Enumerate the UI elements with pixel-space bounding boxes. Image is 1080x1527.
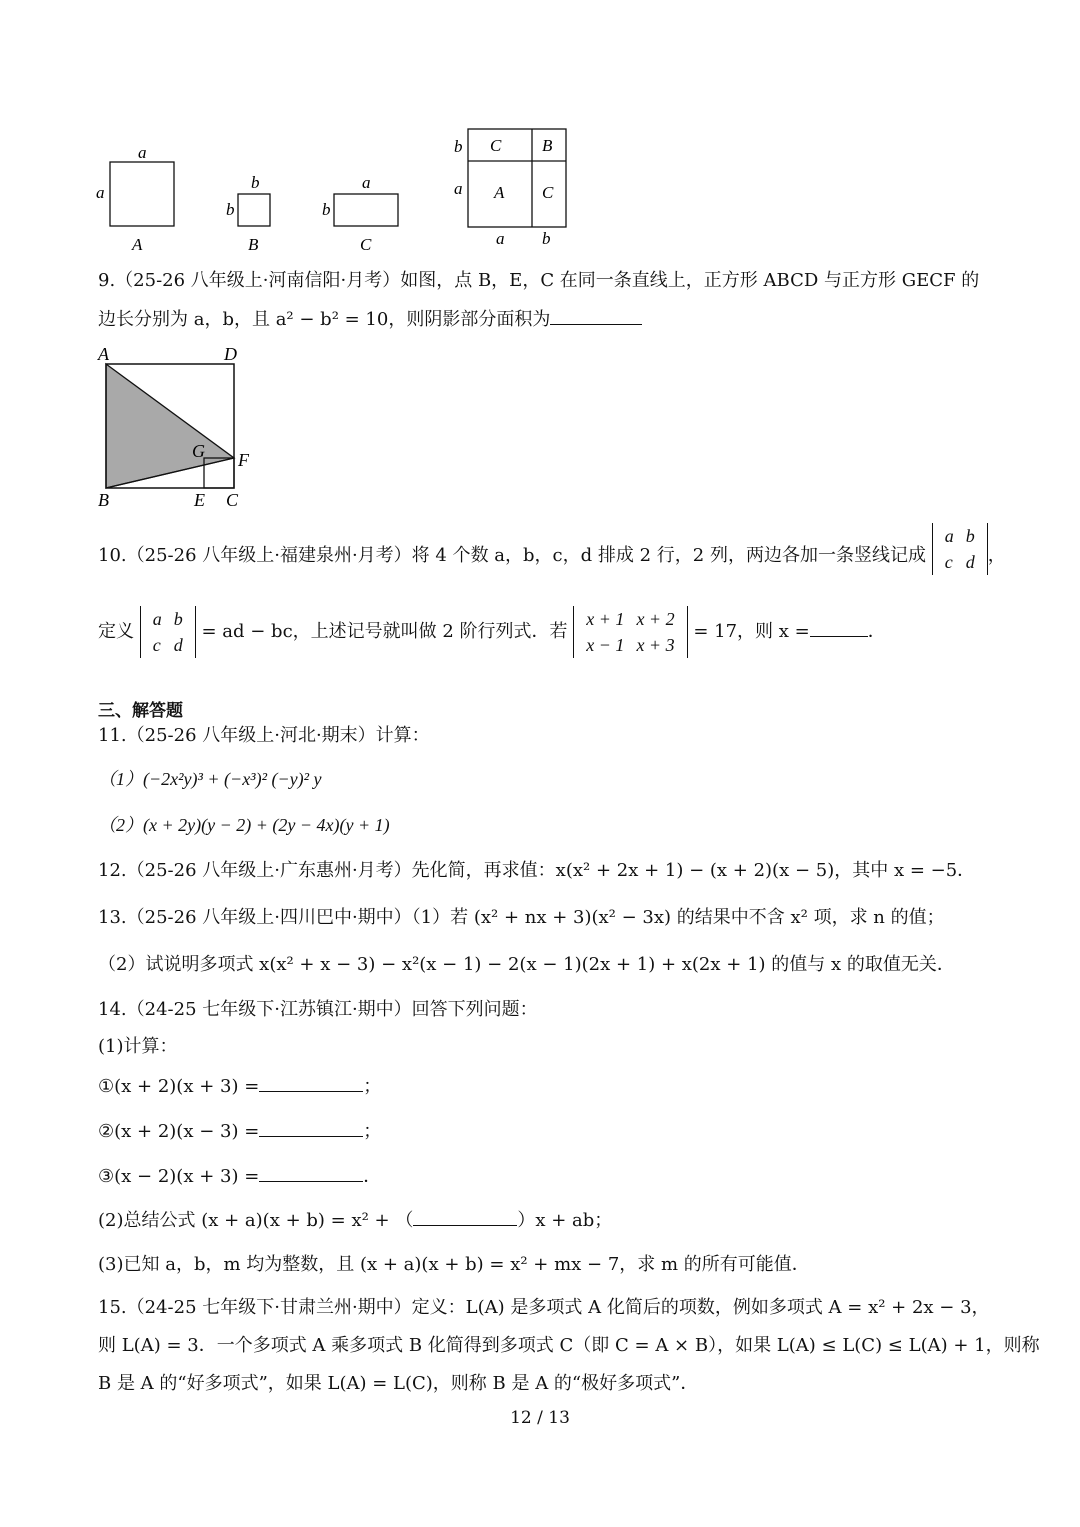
q14-formula-blank[interactable] bbox=[413, 1207, 517, 1226]
q14-item2-text: ②(x + 2)(x − 3) = bbox=[98, 1121, 260, 1142]
q14-item3-blank[interactable] bbox=[259, 1163, 363, 1182]
q12: 12.（25-26 八年级上·广东惠州·月考）先化简，再求值：x(x² + 2x + 1) − (x + 2)(x − 5)，其中 x = −5． bbox=[98, 860, 976, 881]
square-b-name: B bbox=[248, 235, 259, 254]
q15-line3: B 是 A 的“好多项式”，如果 L(A) = L(C)，则称 B 是 A 的“极好多项式”． bbox=[98, 1373, 699, 1394]
q14-section2 bbox=[98, 1207, 612, 1234]
q14-item2-end: ； bbox=[363, 1121, 382, 1142]
q10-line2-mid: = ad − bc，上述记号就叫做 2 阶行列式．若 bbox=[201, 621, 568, 642]
grid-cell-c-top: C bbox=[490, 136, 502, 155]
q10-answer-blank[interactable] bbox=[810, 618, 868, 637]
rect-c-shape bbox=[334, 194, 398, 226]
q13-part1: 13.（25-26 八年级上·四川巴中·期中）（1）若 (x² + nx + 3)(x² − 3x) 的结果中不含 x² 项，求 n 的值； bbox=[98, 907, 945, 928]
rect-c-left-label: b bbox=[322, 200, 331, 219]
label-point-g: G bbox=[192, 441, 205, 461]
q15-line1: 15.（24-25 七年级下·甘肃兰州·期中）定义：L(A) 是多项式 A 化简后的项数，例如多项式 A = x² + 2x − 3， bbox=[98, 1297, 990, 1318]
square-a-top-label: a bbox=[138, 143, 147, 162]
q14-item1 bbox=[98, 1073, 381, 1100]
q9-line1: 9.（25-26 八年级上·河南信阳·月考）如图，点 B，E，C 在同一条直线上，正方形 ABCD 与正方形 GECF 的 bbox=[98, 270, 980, 291]
q10-line1-text: 10.（25-26 八年级上·福建泉州·月考）将 4 个数 a，b，c，d 排成 2 行，2 列，两边各加一条竖线记成 bbox=[98, 545, 926, 566]
q10-line2 bbox=[98, 606, 886, 658]
q9-figure bbox=[90, 340, 270, 512]
grid-bottom-b: b bbox=[542, 229, 551, 248]
page-number: 12 / 13 bbox=[510, 1408, 570, 1428]
q10-det-definition: a b c d bbox=[140, 606, 196, 658]
q14-item3-text: ③(x − 2)(x + 3) = bbox=[98, 1166, 260, 1187]
label-point-e: E bbox=[194, 490, 205, 510]
grid-cell-b: B bbox=[542, 136, 553, 155]
grid-left-a: a bbox=[454, 179, 463, 198]
q14-item1-blank[interactable] bbox=[259, 1073, 363, 1092]
q11-part2: （2）(x + 2y)(y − 2) + (2y − 4x)(y + 1) bbox=[98, 815, 390, 835]
q14-section1: (1)计算： bbox=[98, 1036, 178, 1057]
q14-item3 bbox=[98, 1163, 381, 1190]
q10-det-notation: a b c d bbox=[932, 523, 988, 575]
q10-end-punct: ． bbox=[867, 621, 886, 642]
rect-c-top-label: a bbox=[362, 173, 371, 192]
square-a-left-label: a bbox=[96, 183, 105, 202]
q10-det-equation: x + 1 x + 2 x − 1 x + 3 bbox=[573, 606, 687, 658]
q10-line2-post: = 17，则 x = bbox=[693, 621, 810, 642]
q15-line2: 则 L(A) = 3．一个多项式 A 乘多项式 B 化简得到多项式 C（即 C = A × B），如果 L(A) ≤ L(C) ≤ L(A) + 1，则称 bbox=[98, 1335, 1040, 1356]
square-b-shape bbox=[238, 194, 270, 226]
label-point-f: F bbox=[238, 450, 249, 470]
q14-title: 14.（24-25 七年级下·江苏镇江·期中）回答下列问题： bbox=[98, 999, 538, 1020]
top-figures bbox=[90, 120, 590, 260]
q9-line2 bbox=[98, 306, 642, 333]
q11-title: 11.（25-26 八年级上·河北·期末）计算： bbox=[98, 725, 430, 746]
rect-c-name: C bbox=[360, 235, 372, 254]
q13-part2: （2）试说明多项式 x(x² + x − 3) − x²(x − 1) − 2(x − 1)(2x + 1) + x(2x + 1) 的值与 x 的取值无关． bbox=[98, 954, 955, 975]
grid-left-b: b bbox=[454, 137, 463, 156]
q14-item1-text: ①(x + 2)(x + 3) = bbox=[98, 1076, 260, 1097]
grid-cell-a: A bbox=[494, 183, 505, 202]
q9-answer-blank[interactable] bbox=[550, 306, 642, 325]
square-b-top-label: b bbox=[251, 173, 260, 192]
label-point-c: C bbox=[226, 490, 239, 510]
label-point-b: B bbox=[98, 490, 109, 510]
q10-line1: 10.（25-26 八年级上·福建泉州·月考）将 4 个数 a，b，c，d 排成 2 行，2 列，两边各加一条竖线记成 a b c d ， bbox=[98, 537, 1006, 575]
q14-item2 bbox=[98, 1118, 381, 1145]
label-point-a: A bbox=[98, 344, 109, 364]
q14-s2-post: ）x + ab； bbox=[517, 1210, 613, 1231]
square-b-left-label: b bbox=[226, 200, 235, 219]
q9-line2-text: 边长分别为 a，b，且 a² − b² = 10，则阴影部分面积为 bbox=[98, 309, 551, 330]
q10-line2-pre: 定义 bbox=[98, 621, 134, 642]
q14-item2-blank[interactable] bbox=[259, 1118, 363, 1137]
section-title: 三、解答题 bbox=[98, 701, 183, 721]
square-a-name: A bbox=[132, 235, 143, 254]
q11-part1: （1）(−2x²y)³ + (−x³)² (−y)² y bbox=[98, 769, 322, 789]
grid-cell-c-right: C bbox=[542, 183, 554, 202]
square-a-shape bbox=[110, 162, 174, 226]
grid-bottom-a: a bbox=[496, 229, 505, 248]
shaded-triangle bbox=[106, 364, 234, 488]
label-point-d: D bbox=[224, 344, 237, 364]
q14-s2-pre: (2)总结公式 (x + a)(x + b) = x² + （ bbox=[98, 1210, 414, 1231]
q14-item1-end: ； bbox=[363, 1076, 382, 1097]
q14-section3: (3)已知 a，b，m 均为整数，且 (x + a)(x + b) = x² + mx − 7，求 m 的所有可能值． bbox=[98, 1254, 810, 1275]
q14-item3-end: ． bbox=[363, 1166, 382, 1187]
